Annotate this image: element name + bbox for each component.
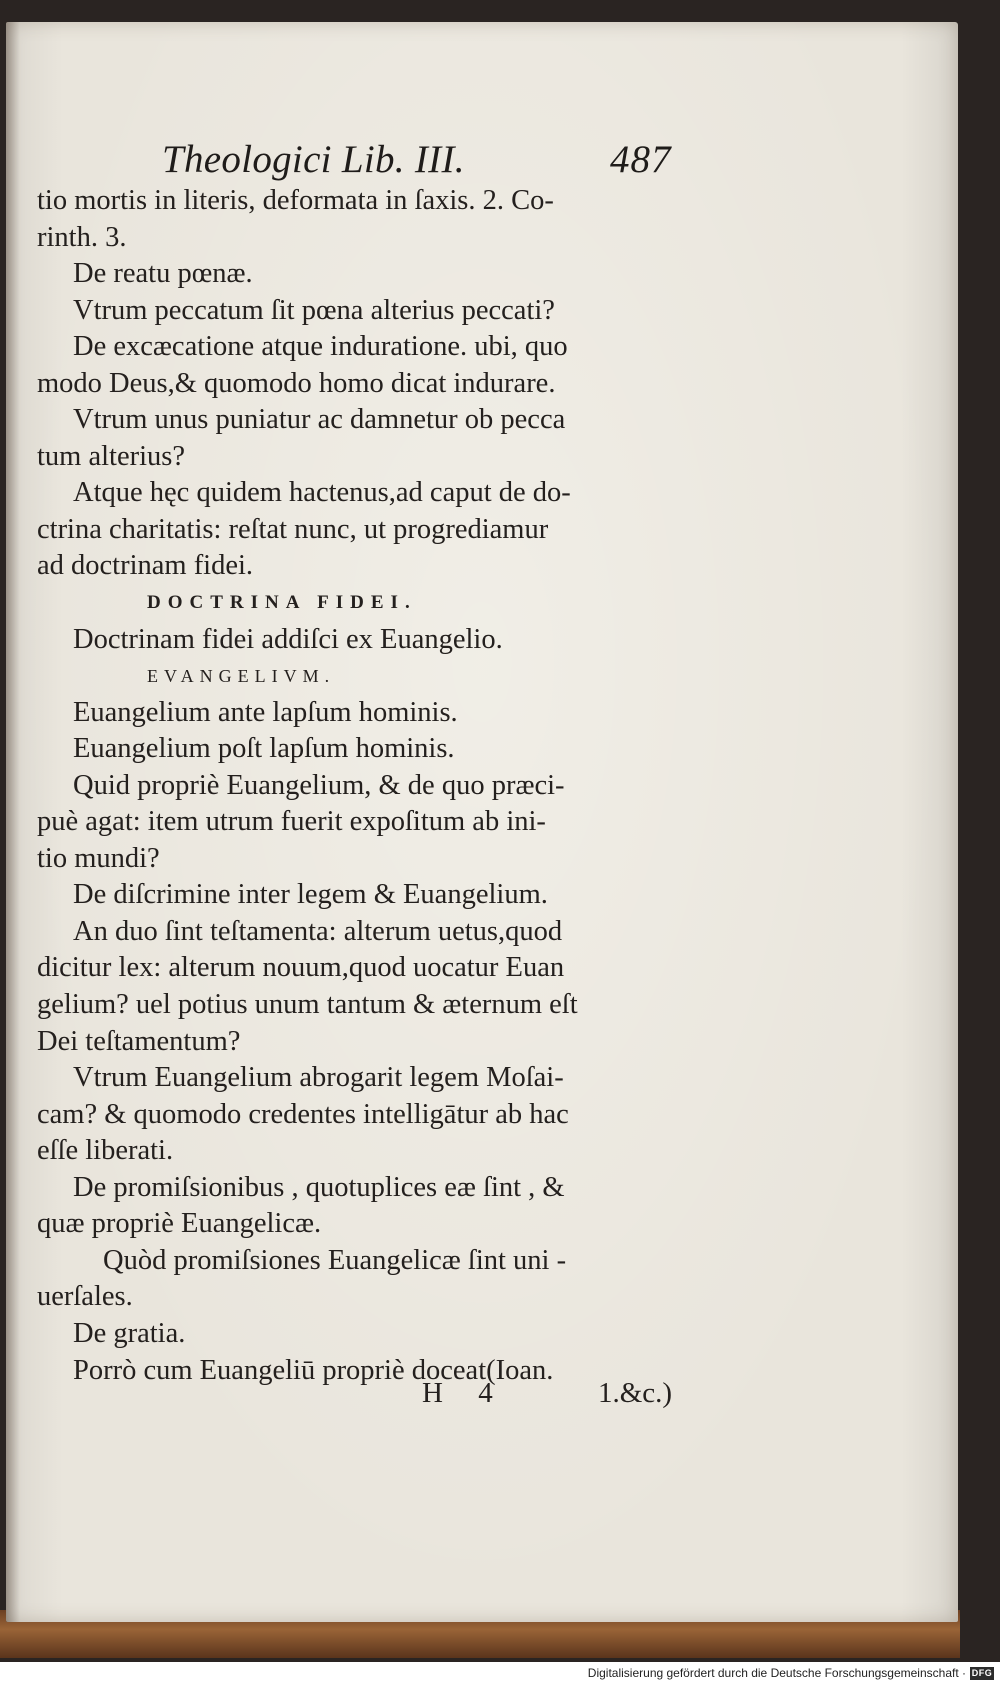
text-line	[37, 1316, 697, 1353]
running-title: Theologici Lib. III.	[162, 138, 465, 181]
text-line-content: An duo ſint teſtamenta: alterum uetus,quod	[73, 915, 563, 947]
text-line-content: Euangelium ante lapſum hominis.	[73, 696, 458, 728]
text-line	[37, 548, 697, 585]
text-line	[37, 914, 697, 951]
text-line	[37, 950, 697, 987]
page-number: 487	[610, 138, 672, 181]
text-line-content: Doctrinam fidei addiſci ex Euangelio.	[73, 623, 503, 655]
text-line-content: cam? & quomodo credentes intelligātur ab hac	[37, 1098, 569, 1130]
signature-line	[6, 1377, 958, 1417]
text-line	[37, 622, 697, 659]
text-line	[37, 987, 697, 1024]
footer-bar	[0, 1664, 1000, 1684]
book-page	[6, 22, 958, 1622]
text-line-content: De diſcrimine inter legem & Euangelium.	[73, 879, 548, 911]
text-line-content: Euangelium poſt lapſum hominis.	[73, 733, 455, 765]
text-line-content: ctrina charitatis: reſtat nunc, ut progrediamur	[37, 513, 549, 545]
text-line-content: Vtrum unus puniatur ac damnetur ob pecca	[73, 404, 566, 436]
text-line	[37, 1279, 697, 1316]
text-line	[37, 256, 697, 293]
text-line	[37, 183, 697, 220]
text-line-content: uerſales.	[37, 1281, 133, 1313]
text-line	[37, 1097, 697, 1134]
text-line-content: gelium? uel potius unum tantum & æternum eſt	[37, 989, 578, 1021]
text-line-content: Quid propriè Euangelium, & de quo præci-	[73, 769, 565, 801]
text-line	[37, 695, 697, 732]
text-line	[37, 804, 697, 841]
text-line	[37, 220, 697, 257]
text-block	[37, 183, 697, 1389]
text-line-content: EVANGELIVM.	[147, 666, 336, 687]
text-line-content: De reatu pœnæ.	[73, 258, 253, 290]
funding-credit: Digitalisierung gefördert durch die Deutsche Forschungsgemeinschaft ·	[587, 1666, 966, 1680]
text-line	[37, 658, 697, 695]
text-line-content: rinth. 3.	[37, 221, 127, 253]
text-line	[37, 585, 697, 622]
text-line-content: modo Deus,& quomodo homo dicat indurare.	[37, 367, 556, 399]
text-line	[37, 1024, 697, 1061]
text-line	[37, 366, 697, 403]
text-line	[37, 1206, 697, 1243]
text-line-content: De gratia.	[73, 1317, 186, 1349]
text-line	[37, 475, 697, 512]
text-line	[37, 1060, 697, 1097]
text-line-content: De excæcatione atque induratione. ubi, quo	[73, 331, 568, 363]
text-line	[37, 877, 697, 914]
printer-signature: H 4	[422, 1377, 507, 1409]
text-line	[37, 329, 697, 366]
text-line	[37, 841, 697, 878]
text-line-content: Vtrum Euangelium abrogarit legem Moſai-	[73, 1062, 564, 1094]
text-line-content: Atque hęc quidem hactenus,ad caput de do-	[73, 477, 571, 509]
text-line-content: Quòd promiſsiones Euangelicæ ſint uni -	[103, 1244, 567, 1276]
text-line-content: tio mortis in literis, deformata in ſaxis. 2. Co-	[37, 185, 554, 216]
text-line-content: ad doctrinam fidei.	[37, 550, 254, 582]
text-line-content: Porrò cum Euangeliū propriè doceat(Ioan.	[73, 1354, 554, 1386]
text-line-content: puè agat: item utrum fuerit expoſitum ab ini-	[37, 806, 546, 838]
catchword: 1.&c.)	[598, 1377, 673, 1409]
text-line-content: Dei teſtamentum?	[37, 1025, 241, 1057]
text-line	[37, 402, 697, 439]
text-line-content: quæ propriè Euangelicæ.	[37, 1208, 322, 1240]
text-line-content: dicitur lex: alterum nouum,quod uocatur Euan	[37, 952, 565, 984]
text-line	[37, 1243, 697, 1280]
dfg-logo-icon: DFG	[971, 1668, 993, 1678]
text-line	[37, 1170, 697, 1207]
text-line-content: tio mundi?	[37, 842, 160, 874]
text-line	[37, 768, 697, 805]
text-line	[37, 1133, 697, 1170]
text-line-content: De promiſsionibus , quotuplices eæ ſint , &	[73, 1171, 565, 1203]
text-line-content: DOCTRINA FIDEI.	[147, 592, 417, 614]
text-line	[37, 512, 697, 549]
text-line-content: tum alterius?	[37, 440, 185, 472]
text-line-content: Vtrum peccatum ſit pœna alterius peccati?	[73, 294, 555, 326]
text-line	[37, 293, 697, 330]
text-line	[37, 731, 697, 768]
text-line	[37, 439, 697, 476]
text-line-content: eſſe liberati.	[37, 1135, 174, 1167]
